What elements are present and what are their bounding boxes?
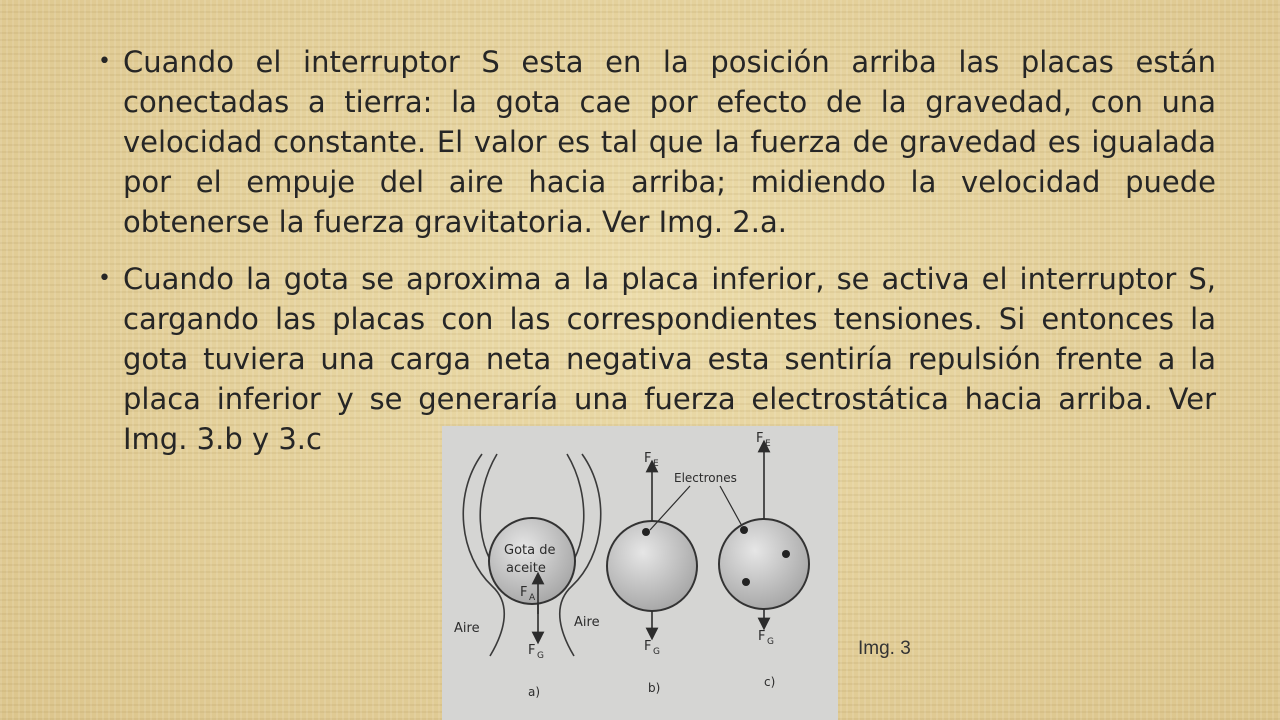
panel-b bbox=[607, 451, 697, 695]
oil-drop-c bbox=[719, 519, 809, 609]
slide-content bbox=[98, 42, 1216, 476]
oil-drop-diagram bbox=[442, 426, 838, 720]
fg-label-a: F bbox=[528, 643, 536, 658]
fe-label-c: F bbox=[756, 431, 764, 446]
electron-dot bbox=[740, 526, 748, 534]
figure-caption: Img. 3 bbox=[858, 638, 911, 659]
electron-pointer bbox=[720, 486, 742, 526]
fg-sub-label-a: G bbox=[537, 651, 544, 661]
fg-label-b: F bbox=[644, 639, 652, 654]
fg-sub-label-b: G bbox=[653, 647, 660, 657]
electron-dot bbox=[742, 578, 750, 586]
fe-sub-label-c: E bbox=[765, 439, 771, 449]
fa-label: F bbox=[520, 585, 528, 600]
bullet-item bbox=[98, 42, 1216, 242]
fe-sub-label-b: E bbox=[653, 459, 659, 469]
fe-label-b: F bbox=[644, 451, 652, 466]
electron-dot bbox=[642, 528, 650, 536]
fa-sub-label: A bbox=[529, 593, 536, 603]
bullet-dot: • bbox=[98, 49, 111, 74]
panel-b-label: b) bbox=[648, 681, 661, 695]
electron-dot bbox=[782, 550, 790, 558]
oil-drop-figure bbox=[442, 426, 838, 720]
panel-c-label: c) bbox=[764, 675, 776, 689]
panel-c bbox=[719, 431, 809, 689]
electron-pointer bbox=[650, 486, 690, 530]
drop-label-1: Gota de bbox=[504, 543, 556, 558]
bullet-text: Cuando la gota se aproxima a la placa inferior, se activa el interruptor S, cargando las placas con las correspondientes tensiones. Si entonces la gota tuviera una carga neta negativa esta sentiría repulsión frente a la placa inferior y se generaría una fuerza electrostática hacia arriba. Ver Img. 3.b y 3.c bbox=[123, 262, 1216, 456]
bullet-text: Cuando el interruptor S esta en la posición arriba las placas están conectadas a tierra: la gota cae por efecto de la gravedad, con una velocidad constante. El valor es tal que la fuerza de gravedad es igualada por el empuje del aire hacia arriba; midiendo la velocidad puede obtenerse la fuerza gravitatoria. Ver Img. 2.a. bbox=[123, 45, 1216, 239]
fg-label-c: F bbox=[758, 629, 766, 644]
panel-a bbox=[454, 454, 601, 699]
air-label-right: Aire bbox=[574, 615, 600, 630]
drop-label-2: aceite bbox=[506, 561, 546, 576]
bullet-dot: • bbox=[98, 266, 111, 291]
panel-a-label: a) bbox=[528, 685, 541, 699]
electrons-label: Electrones bbox=[674, 471, 737, 485]
fg-sub-label-c: G bbox=[767, 637, 774, 647]
oil-drop-b bbox=[607, 521, 697, 611]
air-label-left: Aire bbox=[454, 621, 480, 636]
